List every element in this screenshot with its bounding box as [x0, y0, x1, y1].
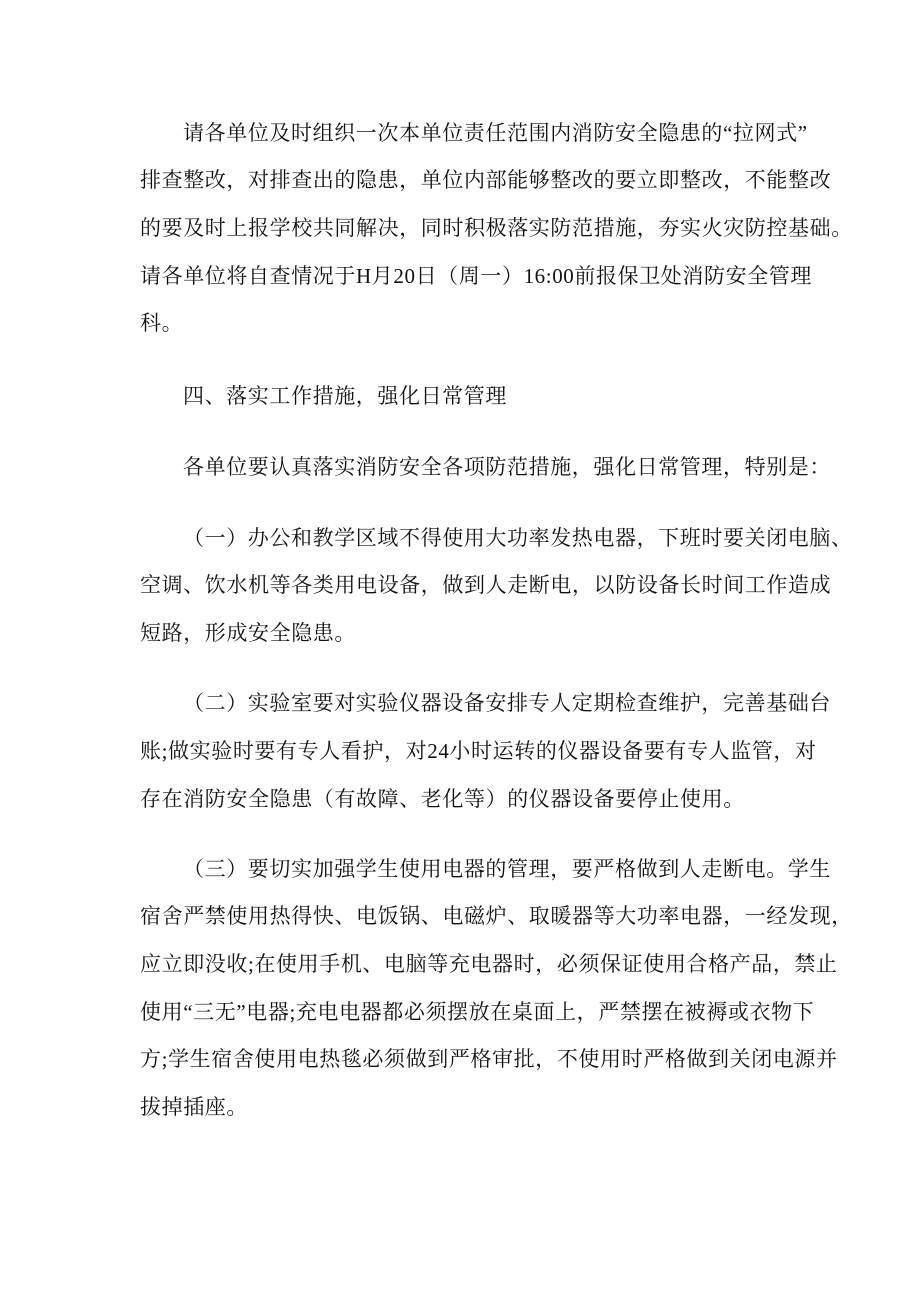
text-line: （一）办公和教学区域不得使用大功率发热电器，下班时要关闭电脑、 [183, 526, 853, 550]
text-line: 科。 [140, 311, 184, 335]
text-line: 请各单位及时组织一次本单位责任范围内消防安全隐患的“拉网式” [183, 121, 808, 145]
paragraph-intro: 各单位要认真落实消防安全各项防范措施，强化日常管理，特别是： [183, 455, 831, 479]
text-line: 方;学生宿舍使用电热毯必须做到严格审批，不使用时严格做到关闭电源并 [140, 1047, 838, 1071]
text-line: 请各单位将自查情况于H月20日（周一）16:00前报保卫处消防安全管理 [140, 264, 812, 288]
text-line: 的要及时上报学校共同解决，同时积极落实防范措施，夯实火灾防控基础。 [140, 216, 853, 240]
text-line: 短路，形成安全隐患。 [140, 621, 356, 645]
text-line: 存在消防安全隐患（有故障、老化等）的仪器设备要停止使用。 [140, 787, 745, 811]
text-line: 空调、饮水机等各类用电设备，做到人走断电，以防设备长时间工作造成 [140, 573, 832, 597]
text-line: （三）要切实加强学生使用电器的管理，要严格做到人走断电。学生 [183, 857, 831, 881]
text-line: 使用“三无”电器;充电电器都必须摆放在桌面上，严禁摆在被褥或衣物下 [140, 1000, 815, 1024]
text-line: 应立即没收;在使用手机、电脑等充电器时，必须保证使用合格产品，禁止 [140, 952, 838, 976]
text-line: 拔掉插座。 [140, 1095, 248, 1119]
text-line: 排查整改，对排查出的隐患，单位内部能够整改的要立即整改，不能整改 [140, 168, 832, 192]
text-line: 账;做实验时要有专人看护，对24小时运转的仪器设备要有专人监管，对 [140, 739, 817, 763]
text-line: （二）实验室要对实验仪器设备安排专人定期检查维护，完善基础台 [183, 691, 831, 715]
text-line: 宿舍严禁使用热得快、电饭锅、电磁炉、取暖器等大功率电器，一经发现， [140, 904, 853, 928]
section-heading: 四、落实工作措施，强化日常管理 [183, 384, 507, 408]
